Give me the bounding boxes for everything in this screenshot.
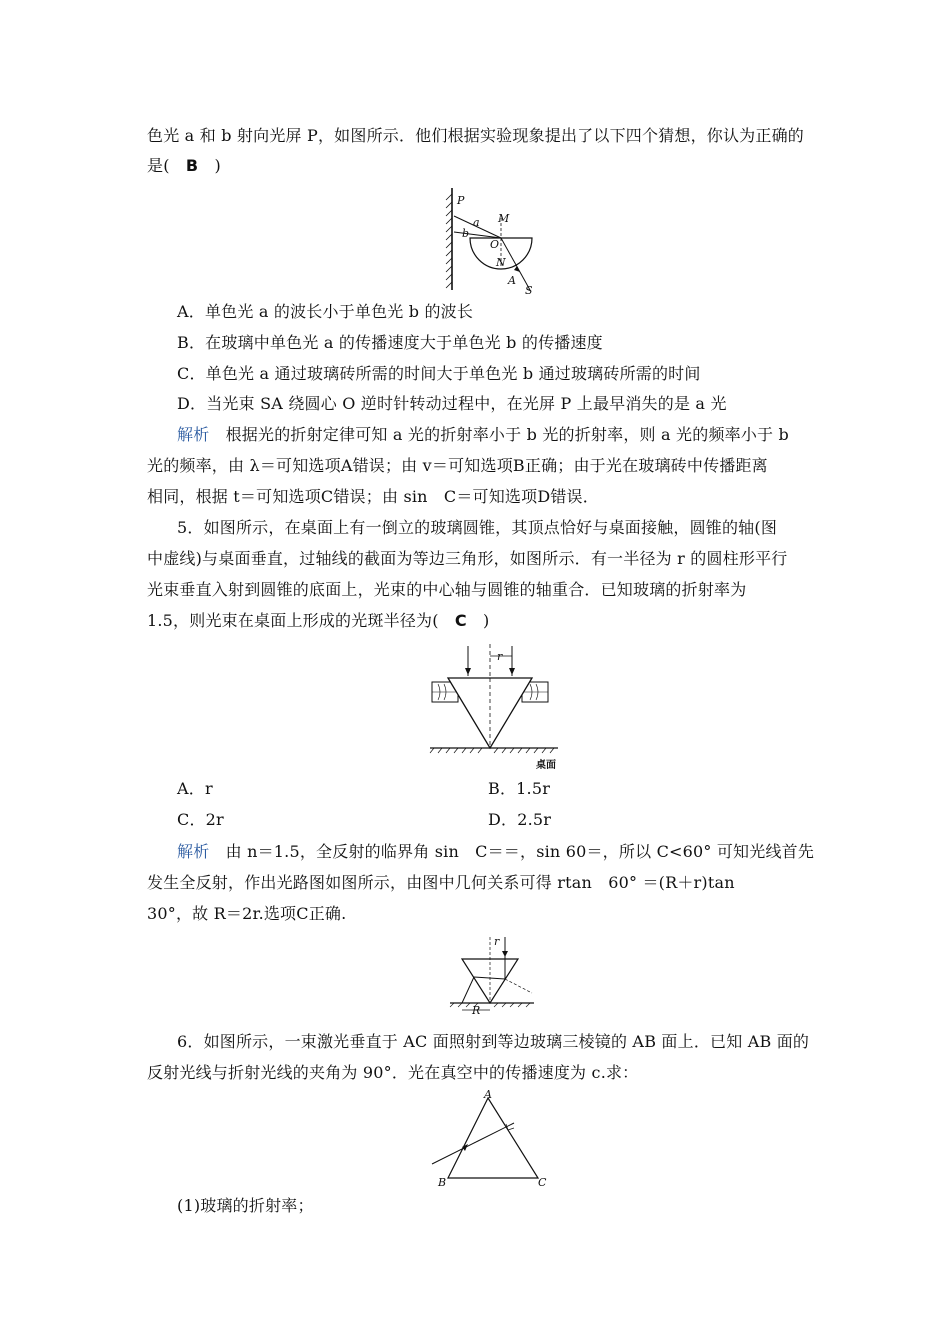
q6-stem-line-1: 6．如图所示，一束激光垂直于 AC 面照射到等边玻璃三棱镜的 AB 面上．已知 AB 面的 — [177, 1032, 810, 1051]
q5-stem-line-2: 中虚线)与桌面垂直，过轴线的截面为等边三角形，如图所示．有一半径为 r 的圆柱形平行 — [147, 549, 788, 568]
q4-label-N: N — [496, 256, 506, 269]
q5-option-d: D．2.5r — [488, 810, 552, 829]
q4-stem-line-1: 色光 a 和 b 射向光屏 P，如图所示．他们根据实验现象提出了以下四个猜想，你认为正确的 — [147, 126, 804, 145]
q4-option-d: D．当光束 SA 绕圆心 O 逆时针转动过程中，在光屏 P 上最早消失的是 a 光 — [177, 394, 727, 413]
q4-answer: B — [185, 156, 199, 175]
q4-analysis-line-3: 相同，根据 t＝可知选项C错误；由 sin C＝可知选项D错误． — [147, 487, 599, 506]
q4-stem-line-2 — [147, 156, 221, 176]
q5-option-a: A．r — [177, 779, 213, 798]
q4-option-b: B．在玻璃中单色光 a 的传播速度大于单色光 b 的传播速度 — [177, 333, 603, 352]
q5-figure — [430, 640, 560, 775]
q4-label-M: M — [498, 212, 510, 225]
q5-stem-line-1: 5．如图所示，在桌面上有一倒立的玻璃圆锥，其顶点恰好与桌面接触，圆锥的轴(图 — [177, 518, 778, 537]
q4-stem-prefix: 是( — [147, 156, 186, 175]
q5-option-b: B．1.5r — [488, 779, 551, 798]
q4-analysis-tag: 解析 — [177, 425, 210, 444]
q6-figure — [428, 1090, 558, 1190]
q5-stem-line-4: 1.5，则光束在桌面上形成的光斑半径为( C ) — [147, 611, 490, 630]
q5-label-desk: 桌面 — [536, 760, 556, 771]
q6-stem-line-2: 反射光线与折射光线的夹角为 90°．光在真空中的传播速度为 c.求： — [147, 1063, 639, 1082]
q6-label-C: C — [538, 1176, 547, 1189]
q4-figure — [440, 186, 550, 296]
q5-analysis-tag: 解析 — [177, 842, 210, 861]
q5-analysis-label-R: R — [472, 1004, 481, 1017]
q4-label-O: O — [490, 238, 500, 251]
q4-label-S: S — [525, 284, 533, 297]
q4-analysis-line-1: 解析 根据光的折射定律可知 a 光的折射率小于 b 光的折射率，则 a 光的频率小于 b — [177, 425, 789, 444]
q4-label-A: A — [508, 274, 516, 287]
q4-label-P: P — [457, 194, 465, 207]
q5-answer: C — [454, 611, 467, 630]
q5-analysis-line-3: 30°，故 R＝2r.选项C正确. — [147, 904, 347, 923]
q4-option-c: C．单色光 a 通过玻璃砖所需的时间大于单色光 b 通过玻璃砖所需的时间 — [177, 364, 701, 383]
q5-stem-line-3: 光束垂直入射到圆锥的底面上，光束的中心轴与圆锥的轴重合．已知玻璃的折射率为 — [147, 580, 747, 599]
q4-option-a: A．单色光 a 的波长小于单色光 b 的波长 — [177, 302, 474, 321]
q4-analysis-line-2: 光的频率，由 λ＝可知选项A错误；由 v＝可知选项B正确；由于光在玻璃砖中传播距离 — [147, 456, 768, 475]
q4-stem-suffix: ) — [198, 156, 221, 175]
q4-label-a: a — [473, 216, 480, 229]
q5-analysis-line-2: 发生全反射，作出光路图如图所示，由图中几何关系可得 rtan 60° ＝(R＋r)tan — [147, 873, 735, 892]
q4-label-b: b — [462, 227, 470, 240]
q6-label-A: A — [484, 1088, 492, 1101]
q6-label-B: B — [438, 1176, 447, 1189]
q5-option-c: C．2r — [177, 810, 224, 829]
q5-analysis-line-1: 解析 由 n＝1.5，全反射的临界角 sin C＝＝，sin 60＝，所以 C<60° 可知光线首先 — [177, 842, 815, 861]
q5-label-r: r — [497, 650, 503, 663]
q5-analysis-label-r: r — [494, 935, 500, 948]
q5-analysis-figure — [448, 935, 538, 1015]
q6-subquestion-1: (1)玻璃的折射率； — [177, 1196, 314, 1215]
